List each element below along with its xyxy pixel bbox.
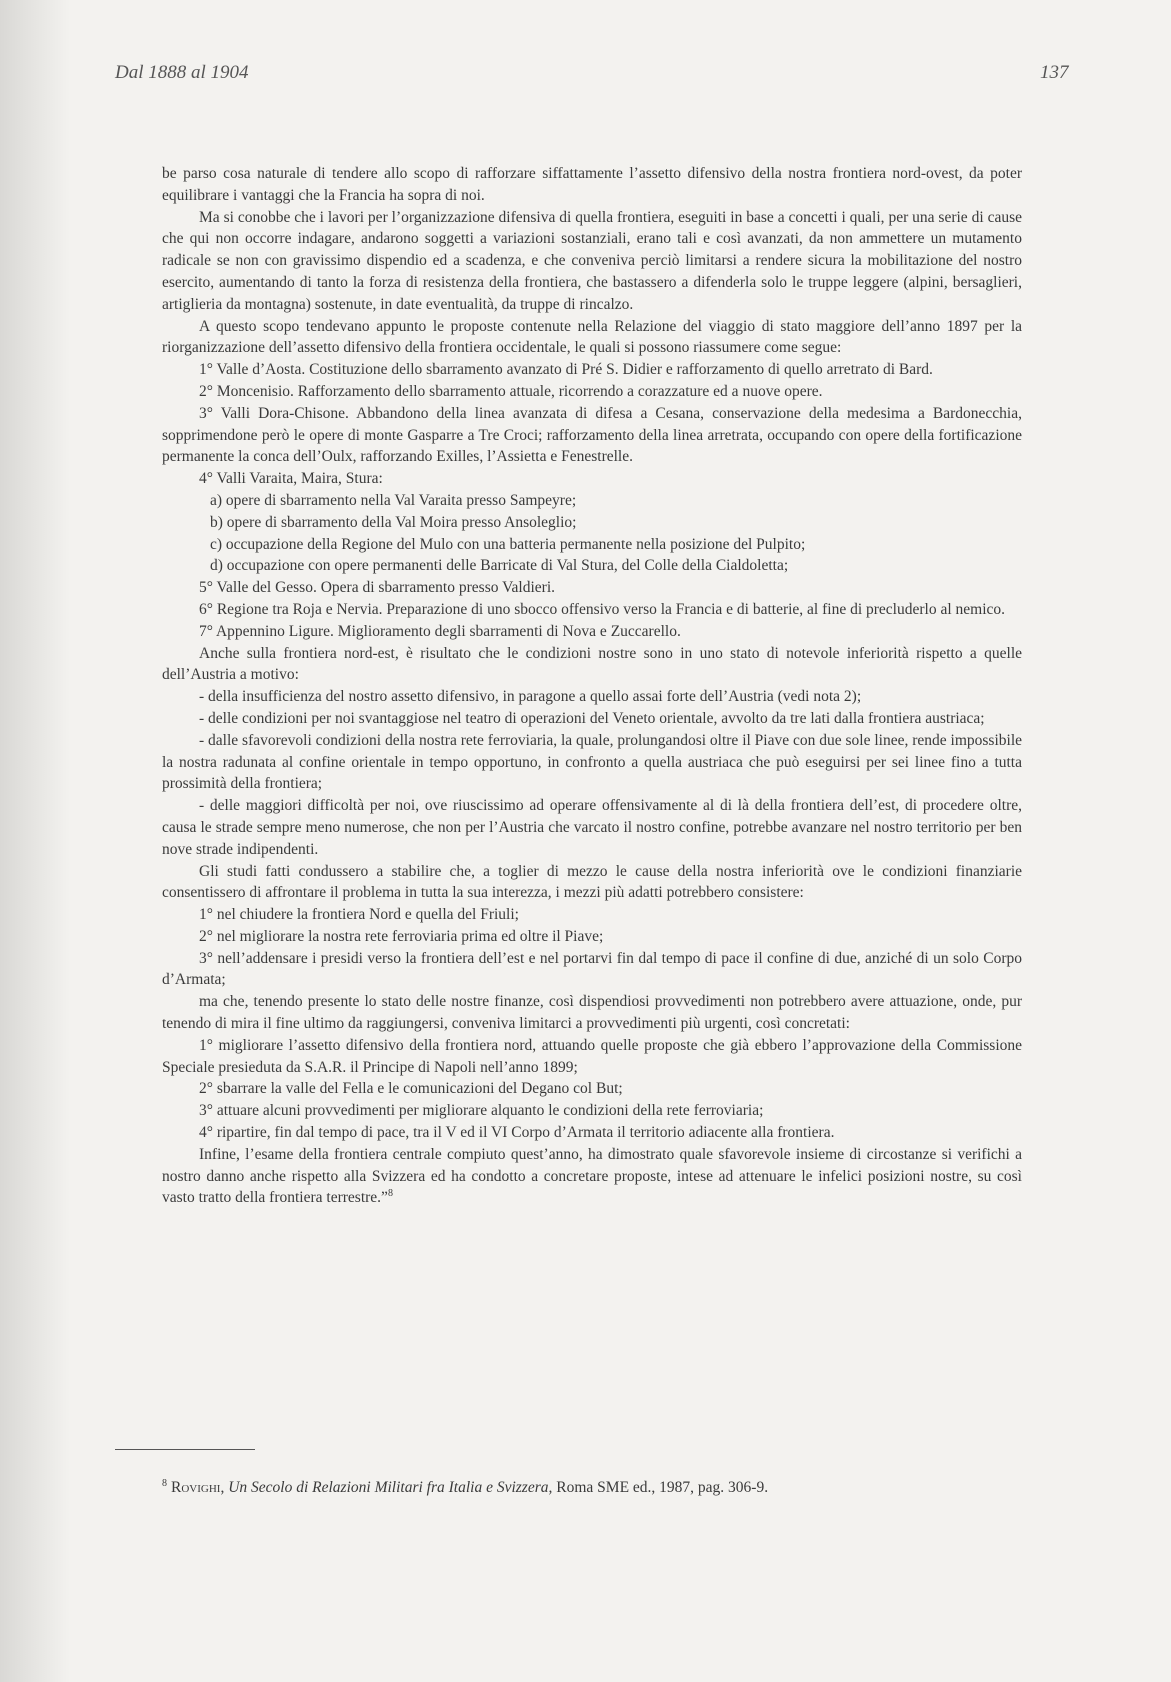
paragraph-text: 1° Valle d’Aosta. Costituzione dello sbarramento avanzato di Pré S. Didier e rafforzamento di quello arretrato di Bard. xyxy=(199,361,933,379)
footnote-reference: 8 xyxy=(387,1188,393,1200)
paragraph xyxy=(162,643,1022,687)
paragraph xyxy=(162,1078,1022,1100)
footnote-mark: 8 xyxy=(162,1477,167,1489)
paragraph-text: - dalle sfavorevoli condizioni della nostra rete ferroviaria, la quale, prolungandosi oltre il Piave con due sole linee, rende impossibile la nostra radunata al confine orientale in tempo opportuno, in confronto a quella austriaca che può eseguirsi per sei linee fino a tutta prossimità della frontiera; xyxy=(162,731,1022,793)
paragraph-text: 1° migliorare l’assetto difensivo della frontiera nord, attuando quelle proposte che già ebbero l’approvazione della Commissione Speciale presieduta da S.A.R. il Principe di Napoli nell’anno 1899; xyxy=(162,1036,1022,1076)
footnote-separator xyxy=(115,1449,255,1450)
paragraph xyxy=(162,468,1022,490)
paragraph-text: c) occupazione della Regione del Mulo con una batteria permanente nella posizione del Pulpito; xyxy=(210,535,806,553)
paragraph-text: 3° attuare alcuni provvedimenti per migliorare alquanto le condizioni della rete ferroviaria; xyxy=(199,1102,764,1120)
paragraph-text: Anche sulla frontiera nord-est, è risultato che le condizioni nostre sono in uno stato di notevole inferiorità rispetto a quelle dell’Austria a motivo: xyxy=(162,644,1022,684)
paragraph-text: 6° Regione tra Roja e Nervia. Preparazione di uno sbocco offensivo verso la Francia e di batterie, al fine di precluderlo al nemico. xyxy=(199,600,1006,618)
paragraph xyxy=(162,512,1022,534)
paragraph xyxy=(162,795,1022,860)
paragraph xyxy=(162,1122,1022,1144)
paragraph-text: ma che, tenendo presente lo stato delle nostre finanze, così dispendiosi provvedimenti non potrebbero avere attuazione, onde, pur tenendo di mira il fine ultimo da raggiungersi, conveniva limitarci a provvedimenti più urgenti, così concretati: xyxy=(162,993,1022,1033)
footnote xyxy=(162,1478,1022,1498)
running-head: Dal 1888 al 1904 xyxy=(115,62,249,83)
paragraph-text: a) opere di sbarramento nella Val Varaita presso Sampeyre; xyxy=(210,491,577,509)
paragraph xyxy=(162,599,1022,621)
paragraph xyxy=(162,861,1022,905)
paragraph xyxy=(162,403,1022,468)
paragraph xyxy=(162,359,1022,381)
paragraph xyxy=(162,490,1022,512)
paragraph-text: A questo scopo tendevano appunto le proposte contenute nella Relazione del viaggio di stato maggiore dell’anno 1897 per la riorganizzazione dell’assetto difensivo della frontiera occidentale, le quali si possono riassumere come segue: xyxy=(162,317,1022,357)
paragraph-text: - della insufficienza del nostro assetto difensivo, in paragone a quello assai forte dell’Austria (vedi nota 2); xyxy=(199,688,862,706)
paragraph xyxy=(162,926,1022,948)
paragraph-text: d) occupazione con opere permanenti delle Barricate di Val Stura, del Colle della Cialdoletta; xyxy=(210,557,789,575)
paragraph xyxy=(162,948,1022,992)
paragraph xyxy=(162,381,1022,403)
paragraph-text: Infine, l’esame della frontiera centrale compiuto quest’anno, ha dimostrato quale sfavorevole insieme di circostanze si verifichi a nostro danno anche rispetto alla Svizzera ed ha condotto a concretare proposte, intese ad attenuare le infelici posizioni nostre, su così vasto tratto della frontiera terrestre.” xyxy=(162,1145,1022,1207)
paragraph-text: - delle condizioni per noi svantaggiose nel teatro di operazioni del Veneto orientale, avvolto da tre lati dalla frontiera austriaca; xyxy=(199,709,985,727)
paragraph-text: Ma si conobbe che i lavori per l’organizzazione difensiva di quella frontiera, eseguiti in base a concetti i quali, per una serie di cause che qui non occorre indagare, andarono soggetti a variazioni sostanziali, erano tali e così avanzati, da non ammettere un mutamento radicale se non con gravissimo dispendio ed a scadenza, e che conveniva perciò limitarsi a rendere sicura la mobilitazione del nostro esercito, aumentando di tanto la forza di resistenza della frontiera, che bastassero a difenderla solo le truppe leggere (alpini, bersaglieri, artiglieria da montagna) sostenute, in date eventualità, da truppe di rincalzo. xyxy=(162,208,1022,313)
footnote-author: Rovighi, xyxy=(171,1479,225,1496)
paragraph xyxy=(162,730,1022,795)
paragraph-text: b) opere di sbarramento della Val Moira presso Ansoleglio; xyxy=(210,513,577,531)
footnote-title: Un Secolo di Relazioni Militari fra Italia e Svizzera, xyxy=(228,1479,553,1496)
paragraph xyxy=(162,1144,1022,1209)
paragraph-text: 2° nel migliorare la nostra rete ferroviaria prima ed oltre il Piave; xyxy=(199,927,604,945)
paragraph xyxy=(162,207,1022,316)
paragraph xyxy=(162,686,1022,708)
paragraph-text: 3° nell’addensare i presidi verso la frontiera dell’est e nel portarvi fin dal tempo di pace il confine di due, anziché di un solo Corpo d’Armata; xyxy=(162,949,1022,989)
paragraph-text: 1° nel chiudere la frontiera Nord e quella del Friuli; xyxy=(199,906,519,924)
paragraph-text: - delle maggiori difficoltà per noi, ove riuscissimo ad operare offensivamente al di là della frontiera dell’est, di procedere oltre, causa le strade sempre meno numerose, che non per l’Austria che varcato il nostro confine, potrebbe avanzare nel nostro territorio per ben nove strade indipendenti. xyxy=(162,797,1022,858)
body-text xyxy=(162,163,1022,1209)
paragraph xyxy=(162,621,1022,643)
paragraph-text: 3° Valli Dora-Chisone. Abbandono della linea avanzata di difesa a Cesana, conservazione della medesima a Bardonecchia, sopprimendone però le opere di monte Gasparre a Tre Croci; rafforzamento della linea arretrata, occupando con opere della fortificazione permanente la conca dell’Oulx, rafforzando Exilles, l’Assietta e Fenestrelle. xyxy=(162,404,1022,466)
paragraph xyxy=(162,534,1022,556)
paragraph xyxy=(162,904,1022,926)
paragraph-text: be parso cosa naturale di tendere allo scopo di rafforzare siffattamente l’assetto difensivo della nostra frontiera nord-ovest, da poter equilibrare i vantaggi che la Francia ha sopra di noi. xyxy=(162,165,1022,204)
page-number: 137 xyxy=(1040,62,1069,83)
paragraph-text: Gli studi fatti condussero a stabilire che, a toglier di mezzo le cause della nostra inferiorità ove le condizioni finanziarie consentissero di affrontare il problema in tutta la sua interezza, i mezzi più adatti potrebbero consistere: xyxy=(162,862,1022,902)
paragraph-text: 4° Valli Varaita, Maira, Stura: xyxy=(199,470,383,488)
paragraph xyxy=(162,316,1022,360)
paragraph xyxy=(162,163,1022,207)
paragraph xyxy=(162,1100,1022,1122)
paragraph-text: 7° Appennino Ligure. Miglioramento degli sbarramenti di Nova e Zuccarello. xyxy=(199,622,681,640)
paragraph-text: 4° ripartire, fin dal tempo di pace, tra il V ed il VI Corpo d’Armata il territorio adiacente alla frontiera. xyxy=(199,1124,835,1142)
paragraph xyxy=(162,1035,1022,1079)
paragraph xyxy=(162,991,1022,1035)
paragraph xyxy=(162,555,1022,577)
paragraph-text: 2° Moncenisio. Rafforzamento dello sbarramento attuale, ricorrendo a corazzature ed a nuove opere. xyxy=(199,382,823,400)
paragraph xyxy=(162,708,1022,730)
paragraph xyxy=(162,577,1022,599)
paragraph-text: 5° Valle del Gesso. Opera di sbarramento presso Valdieri. xyxy=(199,579,556,597)
footnote-citation: Roma SME ed., 1987, pag. 306-9. xyxy=(556,1479,769,1496)
paragraph-text: 2° sbarrare la valle del Fella e le comunicazioni del Degano col But; xyxy=(199,1080,623,1098)
page-gutter-shadow xyxy=(0,0,70,1682)
